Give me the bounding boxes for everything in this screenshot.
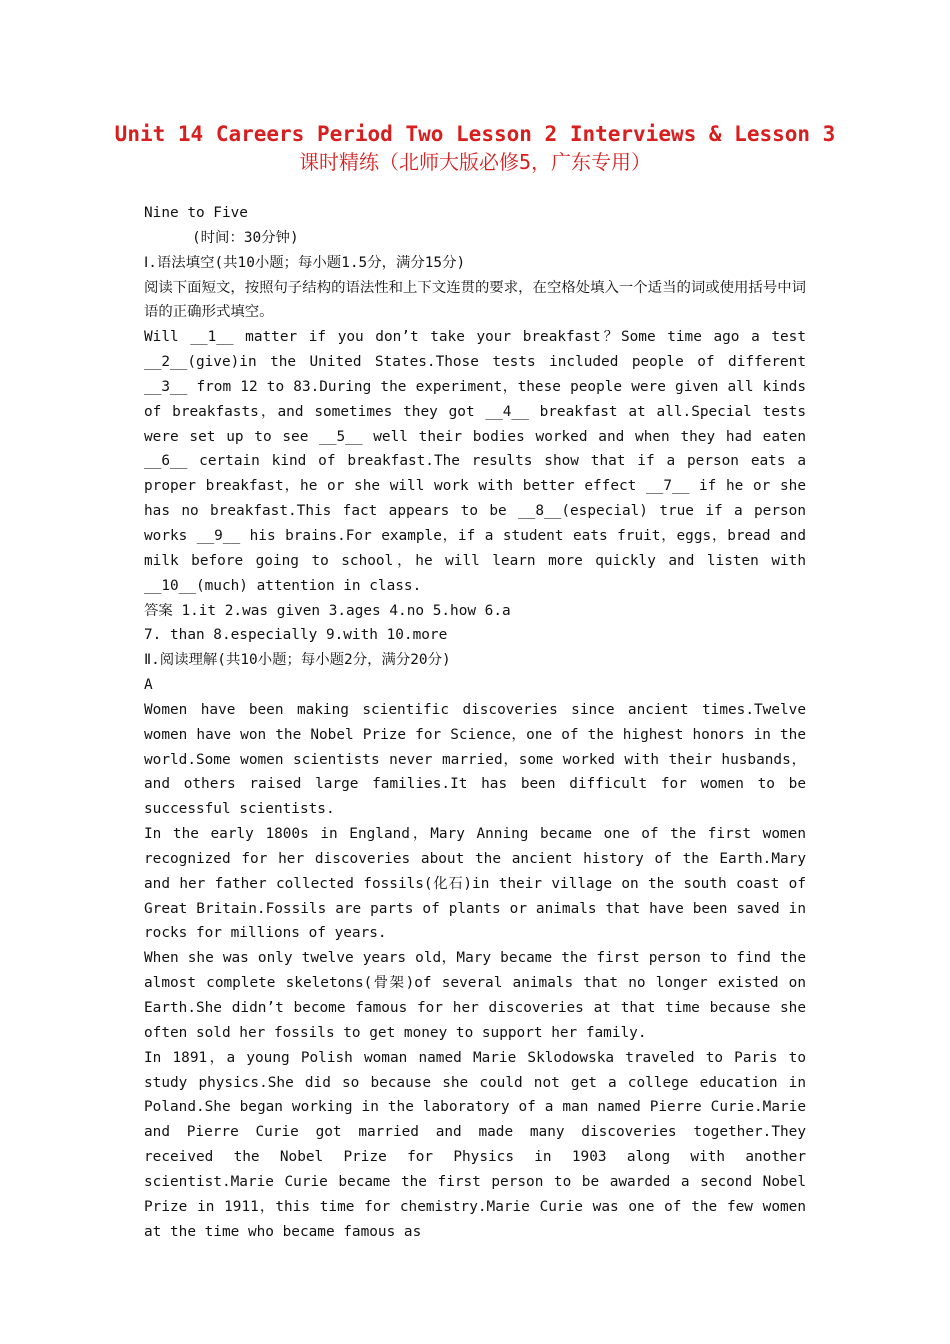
document-title: Unit 14 Careers Period Two Lesson 2 Interviews & Lesson 3: [114, 122, 836, 146]
answers-line-2: 7. than 8.especially 9.with 10.more: [144, 627, 448, 644]
reading-paragraph: When she was only twelve years old，Mary became the first person to find the almost complete skeletons(骨架)of several animals that no longer existed on Earth.She didn’t become famous for her discoveries at that time because she often sold her fossils to get money to support her family.: [144, 950, 806, 1041]
lesson-name: Nine to Five: [144, 205, 248, 221]
reading-paragraph: Women have been making scientific discoveries since ancient times.Twelve women have won the Nobel Prize for Science，one of the highest honors in the world.Some women scientists never married，some worked with their husbands，and others raised large families.It has been difficult for women to be successful scientists.: [144, 701, 806, 818]
cloze-passage: Will __1__ matter if you don’t take your breakfast？Some time ago a test __2__(give)in the United States.Those tests included people of different __3__ from 12 to 83.During the experiment，these people were given all kinds of breakfasts，and sometimes they got __4__ breakfast at all.Special tests were set up to see __5__ well their bodies worked and when they had eaten __6__ certain kind of breakfast.The results show that if a person eats a proper breakfast，he or she will work with better effect __7__ if he or she has no breakfast.This fact appears to be __8__(especial) true if a person works __9__ his brains.For example，if a student eats fruit，eggs，bread and milk before going to school，he will learn more quickly and listen with __10__(much) attention in class.: [144, 329, 806, 594]
document-subtitle: 课时精练（北师大版必修5，广东专用）: [298, 150, 652, 174]
time-note: (时间：30分钟): [192, 229, 299, 246]
section1-heading: Ⅰ.语法填空(共10小题；每小题1.5分，满分15分): [144, 254, 466, 271]
answers-line-1: 答案 1.it 2.was given 3.ages 4.no 5.how 6.a: [144, 602, 511, 619]
reading-paragraph: In the early 1800s in England，Mary Anning became one of the first women recognized for her discoveries about the ancient history of the Earth.Mary and her father collected fossils(化石)in their village on the south coast of Great Britain.Fossils are parts of plants or animals that have been saved in rocks for millions of years.: [144, 826, 806, 942]
reading-paragraph: In 1891，a young Polish woman named Marie Sklodowska traveled to Paris to study physics.She did so because she could not get a college education in Poland.She began working in the laboratory of a man named Pierre Curie.Marie and Pierre Curie got married and made many discoveries together.They received the Nobel Prize for Physics in 1903 along with another scientist.Marie Curie became the first person to be awarded a second Nobel Prize in 1911，this time for chemistry.Marie Curie was one of the few women at the time who became famous as: [144, 1049, 806, 1240]
section2-heading: Ⅱ.阅读理解(共10小题；每小题2分，满分20分): [144, 652, 451, 669]
document-body: [144, 201, 806, 1244]
section1-instruction: 阅读下面短文，按照句子结构的语法性和上下文连贯的要求，在空格处填入一个适当的词或使用括号中词语的正确形式填空。: [144, 279, 806, 321]
part-label: A: [144, 677, 153, 694]
